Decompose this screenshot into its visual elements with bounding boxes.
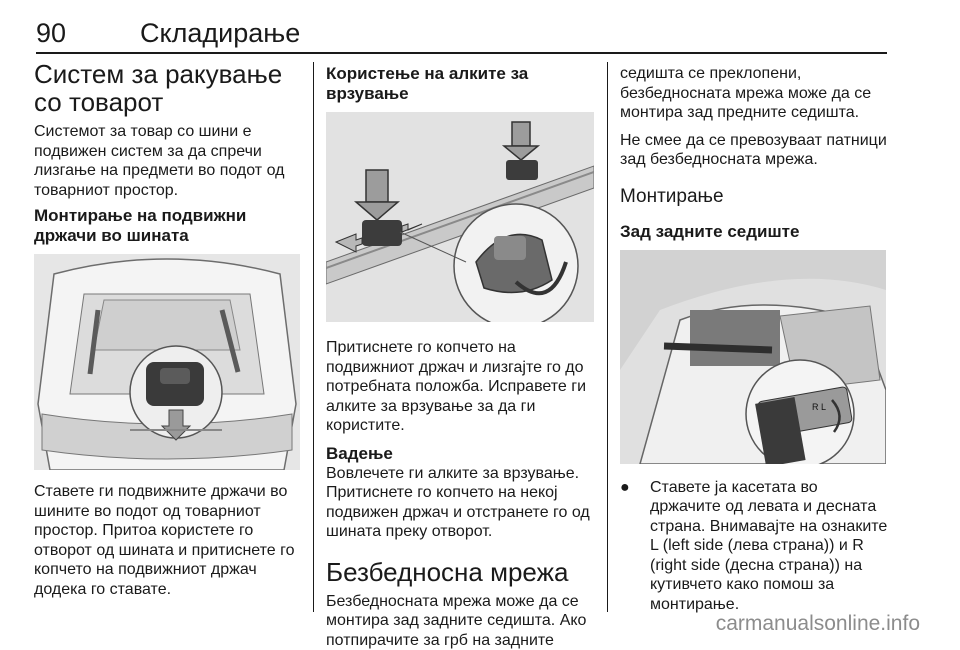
mounting-instructions: Ставете ги подвижните држачи во шините во подот од товарниот простор. Притоа користете го отворот од шината и притиснете го копчето на подвижниот држач додека го ставате. xyxy=(34,482,300,599)
subheading-mounting: Монтирање на подвижни држачи во шината xyxy=(34,206,300,246)
column-3 xyxy=(620,60,888,614)
header-rule xyxy=(36,52,887,54)
safety-net-paragraph: Безбедносната мрежа може да се монтира зад задните седишта. Ако потпирачите за грб на задните xyxy=(326,592,594,650)
safety-net-continued: седишта се преклопени, безбедносната мрежа може да се монтира зад предните седишта. xyxy=(620,64,888,123)
section-title: Систем за ракување со товарот xyxy=(34,60,300,116)
safety-net-illustration xyxy=(620,250,886,464)
column-1 xyxy=(34,60,300,599)
column-divider xyxy=(607,62,608,612)
tie-down-figure xyxy=(326,112,594,322)
subheading-tie-downs: Користење на алките за врзување xyxy=(326,64,594,104)
rl-marking-label: R L xyxy=(812,402,826,412)
removal-instructions: Вовлечете ги алките за врзување. Притиснете го копчето на некој подвижен држач и отстранете го од шината преку отворот. xyxy=(326,464,594,542)
passenger-warning: Не смее да се превозуваат патници зад безбедносната мрежа. xyxy=(620,131,888,170)
tie-down-illustration xyxy=(326,112,594,322)
bullet-item xyxy=(620,478,888,615)
chapter-title: Складирање xyxy=(140,18,300,49)
safety-net-figure xyxy=(620,250,886,464)
rear-seat-heading: Зад задните седиште xyxy=(620,222,888,242)
removal-heading: Вадење xyxy=(326,444,594,464)
page-header xyxy=(36,18,886,54)
safety-net-title: Безбедносна мрежа xyxy=(326,558,594,586)
column-divider xyxy=(313,62,314,612)
cargo-area-illustration xyxy=(34,254,300,470)
installation-heading: Монтирање xyxy=(620,186,888,208)
bullet-symbol: ● xyxy=(620,478,650,615)
tie-down-instructions: Притиснете го копчето на подвижниот држач и лизгајте го до потребната положба. Исправете ги алките за врзување за да ги користите. xyxy=(326,338,594,436)
cargo-area-figure xyxy=(34,254,300,470)
column-2 xyxy=(326,60,594,650)
page-number: 90 xyxy=(36,18,66,49)
intro-paragraph: Системот за товар со шини е подвижен систем за да спречи лизгање на предмети во подот од товарниот простор. xyxy=(34,122,300,200)
watermark: carmanualsonline.info xyxy=(716,612,920,636)
bullet-text: Ставете ја касетата во држачите од левата и десната страна. Внимавајте на ознаките L (left side (лева страна)) и R (right side (десна страна)) на кутивчето како помош за монтирање. xyxy=(650,478,888,615)
